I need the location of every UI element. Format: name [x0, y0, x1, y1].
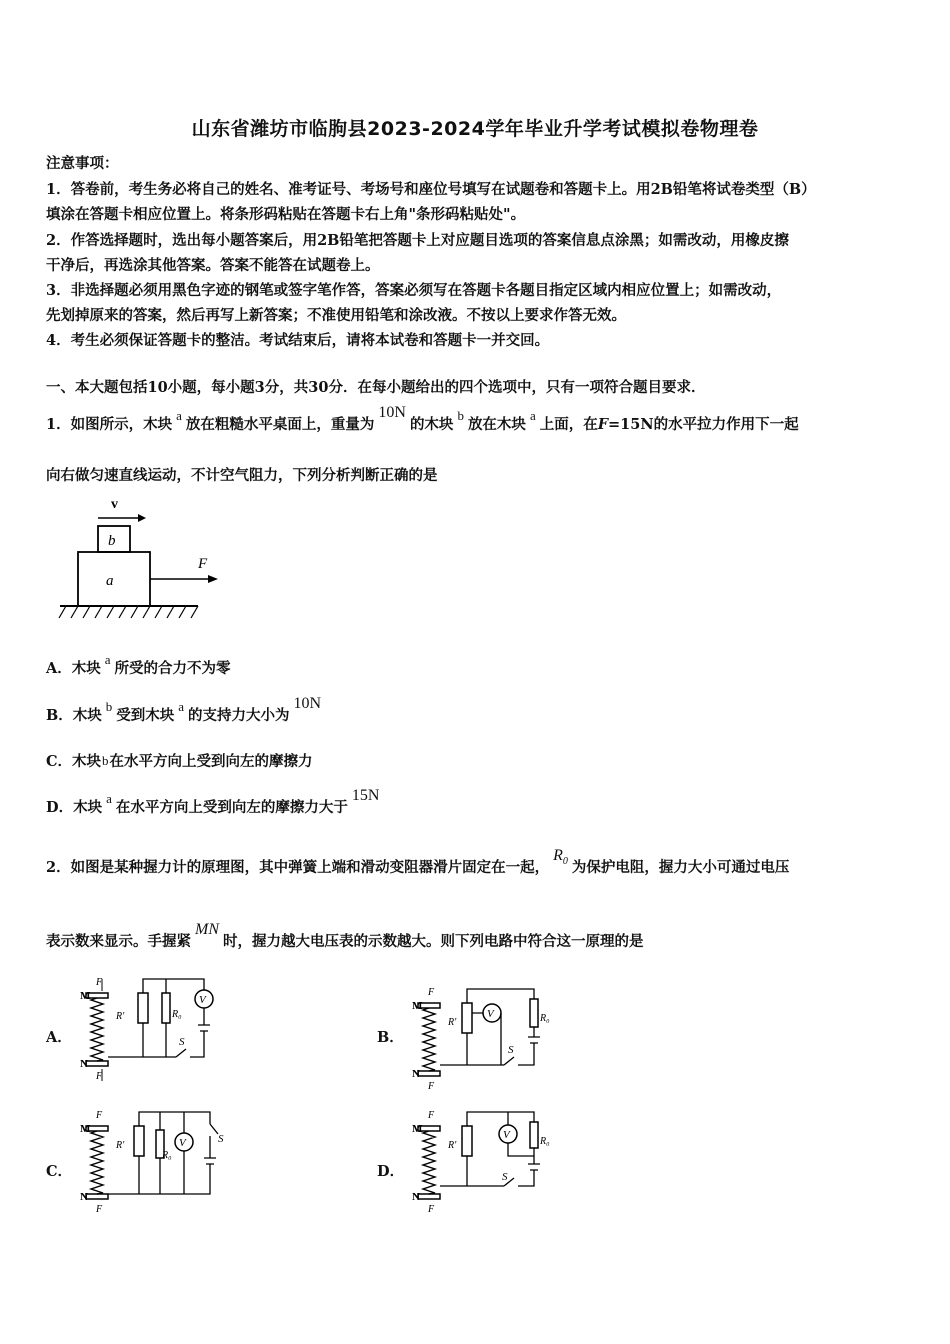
label-V: V — [179, 1137, 186, 1149]
label-R-prime: R' — [116, 1140, 125, 1151]
q1-text-1: 1．如图所示，木块 — [46, 416, 173, 433]
q1-option-c-var: b — [102, 753, 109, 768]
q1-text-4: 放在木块 — [467, 416, 526, 433]
q1-option-a-var: a — [104, 652, 111, 667]
spring-coil — [423, 1008, 435, 1071]
q2-text-4: 时，握力越大电压表的示数越大。则下列电路中符合这一原理的是 — [223, 933, 644, 950]
q1-option-b-text-3: 的支持力大小为 — [188, 707, 290, 724]
fig-label-v: v — [111, 497, 118, 512]
q1-option-d-text-1: D．木块 — [46, 799, 103, 816]
q2-circuit-b[interactable] — [412, 985, 562, 1097]
label-F-bottom: F — [96, 1071, 103, 1082]
resistor-r0 — [530, 1122, 538, 1148]
q1-option-c-text-1: C．木块 — [46, 753, 102, 770]
q1-option-b-text-1: B．木块 — [46, 707, 102, 724]
label-R-prime: R' — [116, 1011, 125, 1022]
q2-option-a-label[interactable]: A． — [46, 1029, 72, 1046]
q1-option-a[interactable] — [46, 652, 231, 678]
q2-text-1: 2．如图是某种握力计的原理图，其中弹簧上端和滑动变阻器滑片固定在一起， — [46, 859, 550, 876]
label-S: S — [508, 1044, 514, 1056]
label-R0: R₀ — [540, 1136, 550, 1147]
spring-coil — [91, 1131, 103, 1194]
label-S: S — [502, 1171, 508, 1183]
label-S: S — [218, 1133, 224, 1145]
label-F-bottom: F — [428, 1204, 435, 1215]
fig-label-a: a — [106, 573, 114, 589]
velocity-arrow-head — [138, 514, 146, 522]
q1-option-c[interactable] — [46, 750, 313, 771]
q2-var-R0-sub: 0 — [562, 856, 568, 868]
q1-option-c-text-2: 在水平方向上受到向左的摩擦力 — [109, 753, 313, 770]
q2-option-b-label[interactable]: B． — [377, 1029, 404, 1046]
label-V: V — [487, 1008, 494, 1020]
plate-n — [86, 1194, 108, 1199]
q1-var-b: b — [457, 408, 464, 423]
spring — [423, 1131, 435, 1194]
q1-option-d-var: a — [106, 791, 112, 806]
notice-item-2-line-1: 2．作答选择题时，选出每小题答案后，用2B铅笔把答题卡上对应题目选项的答案信息点涂黑；如需改动，用橡皮擦 — [46, 232, 789, 249]
plate-n — [418, 1194, 440, 1199]
label-F-bottom: F — [428, 1081, 435, 1092]
table-hatching — [59, 606, 198, 618]
rheostat — [138, 993, 148, 1023]
notice-item-3-line-2: 先划掉原来的答案，然后再写上新答案；不准使用铅笔和涂改液。不按以上要求作答无效。 — [46, 307, 626, 324]
notice-item-2-line-2: 干净后，再选涂其他答案。答案不能答在试题卷上。 — [46, 257, 380, 274]
q2-var-R0-letter: R — [553, 847, 563, 864]
label-M: M — [80, 1123, 91, 1135]
q1-option-b-text-2: 受到木块 — [116, 707, 175, 724]
label-V: V — [503, 1129, 510, 1141]
q1-option-d[interactable] — [46, 787, 383, 817]
label-M: M — [412, 1123, 423, 1135]
label-V: V — [199, 994, 206, 1006]
q1-var-a-2: a — [529, 408, 536, 423]
q2-circuit-d[interactable] — [412, 1108, 562, 1220]
q2-circuit-a[interactable] — [80, 975, 230, 1087]
q1-option-b-var-a: a — [178, 699, 185, 714]
q2-text-2: 为保护电阻，握力大小可通过电压 — [571, 859, 790, 876]
q1-option-b[interactable] — [46, 695, 325, 725]
q1-stem-line-2: 向右做匀速直线运动，不计空气阻力，下列分析判断正确的是 — [46, 467, 438, 484]
label-R-prime: R' — [448, 1140, 457, 1151]
q1-text-2: 放在粗糙水平桌面上，重量为 — [185, 416, 375, 433]
switch — [504, 1057, 514, 1065]
label-S: S — [179, 1036, 185, 1048]
label-F-top: F — [428, 987, 435, 998]
force-arrow-head — [208, 575, 218, 583]
q2-circuit-c[interactable] — [80, 1108, 230, 1220]
q1-block-figure — [58, 492, 228, 630]
q1-option-a-text-1: A．木块 — [46, 660, 101, 677]
label-M: M — [412, 1000, 423, 1012]
q2-option-c-label[interactable]: C． — [46, 1163, 73, 1180]
fig-label-F: F — [198, 556, 208, 572]
plate-n — [418, 1071, 440, 1076]
section-1-heading: 一、本大题包括10小题，每小题3分，共30分．在每小题给出的四个选项中，只有一项符合题目要求． — [46, 379, 706, 396]
rheostat — [134, 1126, 144, 1156]
q1-var-a: a — [176, 408, 182, 423]
label-R0: R₀ — [540, 1013, 550, 1024]
q1-option-a-text-2: 所受的合力不为零 — [114, 660, 231, 677]
label-F-bottom: F — [96, 1204, 103, 1215]
q1-text-5: 上面，在 — [539, 416, 598, 433]
label-N: N — [412, 1191, 420, 1203]
label-F-top: F — [428, 1110, 435, 1121]
label-N: N — [412, 1068, 420, 1080]
label-F-top: F — [96, 977, 103, 988]
resistor-r0 — [162, 993, 170, 1023]
page-title: 山东省潍坊市临朐县2023-2024学年毕业升学考试模拟卷物理卷 — [191, 118, 759, 140]
q2-var-MN: MN — [195, 921, 219, 938]
notice-item-3-line-1: 3．非选择题必须用黑色字迹的钢笔或签字笔作答，答案必须写在答题卡各题目指定区域内相应位置上；如需改动， — [46, 282, 782, 299]
q1-weight: 10N — [378, 404, 406, 421]
label-N: N — [80, 1058, 88, 1070]
spring — [91, 1131, 103, 1194]
fig-label-b: b — [108, 533, 116, 549]
spring — [91, 998, 103, 1061]
spring — [423, 1008, 435, 1071]
q1-option-d-value: 15N — [351, 787, 380, 804]
rheostat — [462, 1126, 472, 1156]
plate-n — [86, 1061, 108, 1066]
label-R0: R₀ — [172, 1009, 182, 1020]
rheostat — [462, 1003, 472, 1033]
label-F-top: F — [96, 1110, 103, 1121]
q1-option-d-text-2: 在水平方向上受到向左的摩擦力大于 — [115, 799, 348, 816]
label-R0: R₀ — [162, 1150, 172, 1161]
q1-option-b-var-b: b — [105, 699, 113, 714]
q1-text-3: 的木块 — [409, 416, 454, 433]
notice-item-1-line-2: 填涂在答题卡相应位置上。将条形码粘贴在答题卡右上角"条形码粘贴处"。 — [46, 206, 526, 223]
label-R-prime: R' — [448, 1017, 457, 1028]
q2-stem-line-2 — [46, 921, 644, 951]
label-N: N — [80, 1191, 88, 1203]
notice-heading: 注意事项： — [46, 155, 119, 172]
notice-item-1-line-1: 1．答卷前，考生务必将自己的姓名、准考证号、考场号和座位号填写在试题卷和答题卡上。用2B铅笔将试卷类型（B） — [46, 181, 816, 198]
q2-text-3: 表示数来显示。手握紧 — [46, 933, 191, 950]
switch — [210, 1124, 218, 1134]
q2-option-d-label[interactable]: D． — [377, 1163, 405, 1180]
spring-coil — [91, 998, 103, 1061]
q2-var-R0 — [553, 847, 568, 868]
resistor-r0 — [530, 999, 538, 1027]
q2-stem-line-1 — [46, 847, 790, 879]
q1-option-b-value: 10N — [293, 695, 322, 712]
q1-text-6: =15N的水平拉力作用下一起 — [608, 416, 799, 433]
label-M: M — [80, 990, 91, 1002]
block-a — [78, 552, 150, 606]
q1-var-F: F — [597, 416, 609, 433]
spring-coil — [423, 1131, 435, 1194]
notice-item-4: 4．考生必须保证答题卡的整洁。考试结束后，请将本试卷和答题卡一并交回。 — [46, 332, 550, 349]
switch — [176, 1049, 186, 1057]
q1-stem-line-1 — [46, 404, 799, 434]
